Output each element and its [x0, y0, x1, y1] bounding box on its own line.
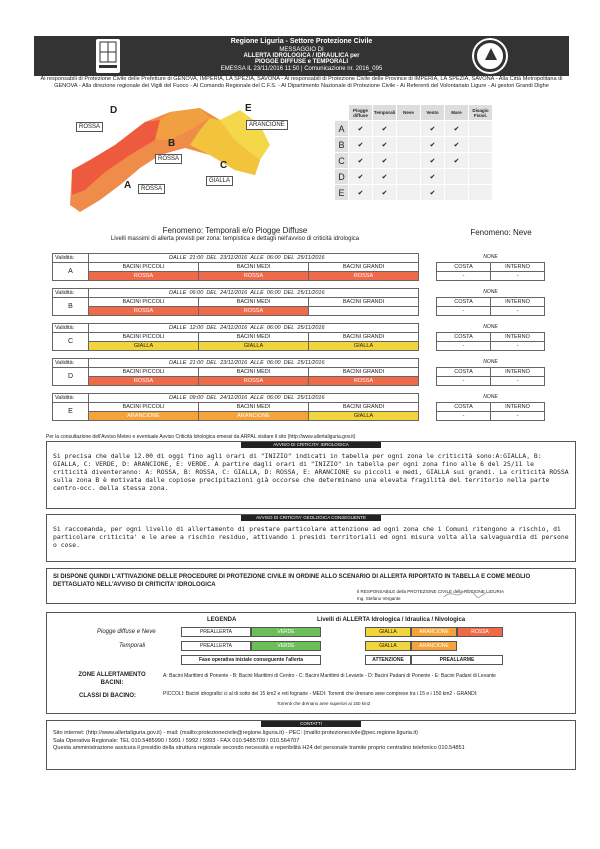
classi-bacino-text: PICCOLI: Bacini idrografici ci al di sotto dei 15 km2 e reti fognarie - MEDI: Torrenti che drenano aree comprese tra i 15 e i 150 km2 - GRANDI:: [163, 691, 478, 697]
bacini-header: BACINI GRANDI: [309, 298, 419, 307]
zone-table-a: [52, 253, 419, 281]
legend-attenzione: ATTENZIONE: [365, 655, 411, 665]
zone-letter: C: [53, 333, 89, 351]
header-line3: ALLERTA IDROLOGICA / IDRAULICA per: [243, 53, 360, 59]
zone-letter-d: D: [110, 105, 118, 116]
check-icon: ✔: [349, 153, 373, 169]
legend-verde: VERDE: [251, 641, 321, 651]
summary-row: [335, 169, 493, 185]
level-cell: ARANCIONE: [89, 412, 199, 421]
zone-label-d: ROSSA: [76, 122, 103, 132]
classi-bacino-label: CLASSI DI BACINO:: [79, 693, 136, 699]
validity-range: DALLE 21:00 DEL 23/11/2016 ALLE 06:00 DEL 25/11/2016: [89, 359, 419, 368]
check-cell: [469, 121, 493, 137]
contatti-line2: Sala Operativa Regionale: TEL 010.5485990 / 5991 / 5992 / 5993 - FAX 010.5485709 / 010.564707: [53, 737, 300, 744]
neve-none: NONE: [483, 359, 498, 366]
level-cell: GIALLA: [309, 412, 419, 421]
neve-value: -: [437, 271, 491, 280]
check-icon: ✔: [373, 169, 397, 185]
zone-table-c: [52, 323, 419, 351]
neve-table-c: [436, 323, 545, 351]
bacini-header: BACINI PICCOLI: [89, 368, 199, 377]
neve-header: COSTA: [437, 262, 491, 271]
summary-header: Temporali: [373, 105, 397, 121]
zone-label-a: ROSSA: [138, 184, 165, 194]
zone-table-b: [52, 288, 419, 316]
bacini-header: BACINI PICCOLI: [89, 298, 199, 307]
bacini-header: BACINI PICCOLI: [89, 263, 199, 272]
zone-allertamento-label: ZONE ALLERTAMENTO BACINI:: [78, 672, 146, 686]
neve-header: INTERNO: [491, 262, 545, 271]
level-cell: GIALLA: [309, 342, 419, 351]
bacini-header: BACINI GRANDI: [309, 333, 419, 342]
legend-arancione: ARANCIONE: [411, 627, 457, 637]
check-icon: ✔: [421, 169, 445, 185]
check-icon: ✔: [445, 137, 469, 153]
summary-zone: C: [335, 153, 349, 169]
zone-letter-c: C: [220, 160, 228, 171]
summary-row: [335, 185, 493, 201]
bacini-header: BACINI MEDI: [199, 298, 309, 307]
check-icon: ✔: [421, 185, 445, 201]
level-cell: GIALLA: [89, 342, 199, 351]
summary-zone: E: [335, 185, 349, 201]
legend-preallerta: PREALLERTA: [181, 627, 251, 637]
level-cell: GIALLA: [199, 342, 309, 351]
header-line5: EMESSA IL 23/11/2016 11:50 | Comunicazione nr. 2016_095: [220, 66, 383, 72]
legend-rossa: ROSSA: [457, 627, 503, 637]
neve-table-e: [436, 393, 545, 421]
legend-preallerta: PREALLERTA: [181, 641, 251, 651]
check-cell: [469, 169, 493, 185]
bacini-header: BACINI MEDI: [199, 263, 309, 272]
neve-none: NONE: [483, 289, 498, 296]
neve-none: NONE: [483, 394, 498, 401]
check-cell: [397, 137, 421, 153]
disposizione-text: SI DISPONE QUINDI L'ATTIVAZIONE DELLE PROCEDURE DI PROTEZIONE CIVILE IN ORDINE ALLO SCENARIO DI ALLERTA RIPORTATO IN TABELLA E COME MEGLIO DETTAGLIATO NELL'AVVISO DI CRITICITA' IDROLOGICA: [53, 574, 531, 588]
signature-title: Il RESPONSABILE della PROTEZIONE CIVILE della REGIONE LIGURIA: [357, 589, 505, 594]
neve-value: -: [491, 376, 545, 385]
summary-header: Piogge diffuse: [349, 105, 373, 121]
check-cell: [397, 153, 421, 169]
check-icon: ✔: [373, 185, 397, 201]
legend-gialla: GIALLA: [365, 641, 411, 651]
validita-label: Validità:: [53, 394, 89, 403]
classi-bacino-text2: Torrenti che drenano aree superiori ai 150 km2: [277, 701, 371, 706]
neve-header: INTERNO: [491, 297, 545, 306]
check-cell: [469, 153, 493, 169]
neve-value: -: [437, 411, 491, 420]
avviso-geologico-header: AVVISO DI CRITICITA' GEOLOGICA CONSEGUENTE: [241, 515, 381, 521]
neve-header: INTERNO: [491, 332, 545, 341]
check-icon: ✔: [445, 121, 469, 137]
level-cell: ROSSA: [199, 377, 309, 386]
bacini-header: BACINI MEDI: [199, 403, 309, 412]
neve-table-a: [436, 253, 545, 281]
contatti-line3: Questa amministrazione assicura il presidio della struttura regionale secondo necessità e reperibilità H24 del personale tramite proprio centralino telefonico 010.54851: [53, 745, 465, 751]
neve-header: INTERNO: [491, 367, 545, 376]
check-icon: ✔: [421, 121, 445, 137]
level-cell: ROSSA: [309, 272, 419, 281]
level-cell: [309, 307, 419, 316]
zone-label-b: ROSSA: [155, 154, 182, 164]
zone-label-e: ARANCIONE: [246, 120, 288, 130]
zone-letter: E: [53, 403, 89, 421]
legend-verde: VERDE: [251, 627, 321, 637]
bacini-header: BACINI MEDI: [199, 333, 309, 342]
bacini-header: BACINI MEDI: [199, 368, 309, 377]
bacini-header: BACINI GRANDI: [309, 368, 419, 377]
summary-zone: B: [335, 137, 349, 153]
summary-header: Neve: [397, 105, 421, 121]
protezione-civile-logo: [474, 40, 506, 72]
zone-label-c: GIALLA: [206, 176, 233, 186]
check-icon: ✔: [373, 137, 397, 153]
check-icon: ✔: [349, 137, 373, 153]
level-cell: ROSSA: [89, 307, 199, 316]
legend-title-levels: Livelli di ALLERTA Idrologica / Idraulica / Nivologica: [317, 617, 466, 623]
avviso-idrologico-text: Si precisa che dalle 12.00 di oggi fino agli orari di "INIZIO" indicati in tabella per ogni zona le criticità sono:A:GIALLA, B: GIALLA, C: VERDE, D: ARANCIONE, E: VERDE. A partire dagli orari di "INIZIO" in tabella per ogni zona fino alle 6 del 25/11 le criticità diventeranno: A: ROSSA, B: ROSSA, C: GIALLA, D: ROSSA, E: ARANCIONE su piccoli e medi, GIALLA sui grandi. La criticità ROSSA sulla zona B è motivata dalle copiose precipitazioni già occorse che determinano una elevata fragilità del territorio nella parte centro-occ. della stessa zona.: [53, 452, 569, 492]
legend-fase: Fase operativa iniziale conseguente l'allerta: [181, 655, 321, 665]
neve-header: COSTA: [437, 367, 491, 376]
level-cell: ARANCIONE: [199, 412, 309, 421]
neve-value: -: [437, 376, 491, 385]
contatti-box: [46, 720, 576, 770]
neve-header: INTERNO: [491, 402, 545, 411]
header-line1: Regione Liguria - Settore Protezione Civile: [230, 38, 373, 45]
check-cell: [445, 169, 469, 185]
neve-none: NONE: [483, 254, 498, 261]
header-line2: MESSAGGIO DI: [279, 47, 324, 53]
check-icon: ✔: [421, 137, 445, 153]
zone-letter: A: [53, 263, 89, 281]
validity-range: DALLE 06:00 DEL 24/11/2016 ALLE 06:00 DEL 25/11/2016: [89, 289, 419, 298]
handwritten-signature: [442, 587, 492, 601]
check-cell: [397, 169, 421, 185]
zone-allertamento-text: A: Bacini Marittimi di Ponente - B: Bacini Marittimi di Centro - C: Bacini Marittimi di Levante - D: Bacini Padani di Ponente - E: Bacini Padani di Levante: [163, 673, 496, 679]
check-cell: [397, 121, 421, 137]
bacini-header: BACINI GRANDI: [309, 263, 419, 272]
avviso-geologico-box: [46, 514, 576, 562]
header-line4: PIOGGE DIFFUSE e TEMPORALI: [254, 59, 348, 65]
neve-value: -: [491, 341, 545, 350]
summary-header: Vento: [421, 105, 445, 121]
neve-table-b: [436, 288, 545, 316]
check-icon: ✔: [373, 153, 397, 169]
avviso-idrologico-box: [46, 441, 576, 509]
neve-value: -: [491, 271, 545, 280]
summary-zone: D: [335, 169, 349, 185]
summary-header: Mare: [445, 105, 469, 121]
validity-range: DALLE 09:00 DEL 24/11/2016 ALLE 06:00 DEL 25/11/2016: [89, 394, 419, 403]
bacini-header: BACINI PICCOLI: [89, 403, 199, 412]
validita-label: Validità:: [53, 359, 89, 368]
check-icon: ✔: [349, 169, 373, 185]
bacini-header: BACINI PICCOLI: [89, 333, 199, 342]
level-cell: ROSSA: [199, 307, 309, 316]
check-cell: [445, 185, 469, 201]
level-cell: ROSSA: [199, 272, 309, 281]
level-cell: ROSSA: [309, 377, 419, 386]
legend-row2-label: Temporali: [119, 643, 146, 649]
check-icon: ✔: [445, 153, 469, 169]
neve-value: -: [437, 306, 491, 315]
neve-value: -: [491, 306, 545, 315]
summary-row: [335, 153, 493, 169]
level-cell: ROSSA: [89, 377, 199, 386]
disclaimer: Per la consultazione dell'Avviso Meteo e eventuale Avviso Criticità Idrologica emessi da ARPAL visitare il sito (http://www.allertaliguria.gov.it): [46, 434, 356, 440]
bacini-header: BACINI GRANDI: [309, 403, 419, 412]
zone-table-d: [52, 358, 419, 386]
neve-value: -: [437, 341, 491, 350]
check-icon: ✔: [373, 121, 397, 137]
fenomeno-title: Fenomeno: Temporali e/o Piogge Diffuse: [162, 226, 308, 235]
contatti-header: CONTATTI: [261, 721, 361, 727]
check-cell: [469, 137, 493, 153]
zone-letter-a: A: [124, 180, 132, 191]
legend-arancione: ARANCIONE: [411, 641, 457, 651]
check-icon: ✔: [421, 153, 445, 169]
avviso-idrologico-header: AVVISO DI CRITICITA' IDROLOGICA: [241, 442, 381, 448]
summary-row: [335, 121, 493, 137]
zone-letter-b: B: [168, 138, 176, 149]
check-cell: [397, 185, 421, 201]
fenomeno-neve-title: Fenomeno: Neve: [470, 228, 532, 237]
check-icon: ✔: [349, 121, 373, 137]
validita-label: Validità:: [53, 254, 89, 263]
validita-label: Validità:: [53, 324, 89, 333]
summary-row: [335, 137, 493, 153]
check-icon: ✔: [349, 185, 373, 201]
validity-range: DALLE 12:00 DEL 24/11/2016 ALLE 06:00 DEL 25/11/2016: [89, 324, 419, 333]
neve-none: NONE: [483, 324, 498, 331]
validita-label: Validità:: [53, 289, 89, 298]
contatti-line1[interactable]: Sito internet: (http://www.allertaliguria.gov.it) - mail: (mailto:protezionecivile@regione.liguria.it) - PEC: (mailto:protezionecivile@pec.regione.liguria.it): [53, 730, 419, 736]
neve-header: COSTA: [437, 297, 491, 306]
legend-preallarme: PREALLARME: [411, 655, 503, 665]
disposizione-box: [46, 568, 576, 604]
fenomeno-subtitle: Livelli massimi di allerta previsti per zona: tempistica e dettagli nell'avviso di criticità idrologica: [110, 236, 360, 242]
neve-header: COSTA: [437, 402, 491, 411]
header-banner: [34, 36, 569, 76]
summary-zone: A: [335, 121, 349, 137]
legend-row1-label: Piogge diffuse e Neve: [97, 629, 156, 635]
avviso-geologico-text: Si raccomanda, per ogni livello di allertamento di prestare particolare attenzione ad ogni zona che i Comuni ritengono a rischio, di particolare criticita' e le aree a rischio residuo, attivando i presidi territoriali ed ogni misura volta alla salvaguardia di persone o cose.: [53, 525, 569, 549]
zone-table-e: [52, 393, 419, 421]
liguria-map: [60, 100, 300, 218]
legend-title: LEGENDA: [207, 617, 237, 623]
zone-letter-e: E: [245, 103, 252, 114]
legend-gialla: GIALLA: [365, 627, 411, 637]
recipients: Ai responsabili di Protezione Civile delle Prefetture di GENOVA, IMPERIA, LA SPEZIA, SAVONA - Ai responsabili di Protezione Civile delle Province di IMPERIA, LA SPEZIA, SAVONA - Alla Città Metropolitana di GENOVA - Alla direzione regionale dei Vigili del Fuoco - Al Comando Regionale del C.F.S. - Al Dipartimento Nazionale di Protezione Civile - Ai Referenti del Volontariato Ligure - Ai gestori Grandi Dighe: [40, 76, 563, 89]
neve-value: -: [491, 411, 545, 420]
validity-range: DALLE 21:00 DEL 23/11/2016 ALLE 06:00 DEL 25/11/2016: [89, 254, 419, 263]
summary-header: Disagio Fisiol.: [469, 105, 493, 121]
level-cell: ROSSA: [89, 272, 199, 281]
zone-letter: B: [53, 298, 89, 316]
signature-name: Ing. Stefano Vergante: [357, 596, 401, 601]
check-cell: [469, 185, 493, 201]
neve-table-d: [436, 358, 545, 386]
zone-letter: D: [53, 368, 89, 386]
summary-table: [334, 104, 493, 201]
neve-header: COSTA: [437, 332, 491, 341]
legend-box: [46, 612, 576, 714]
